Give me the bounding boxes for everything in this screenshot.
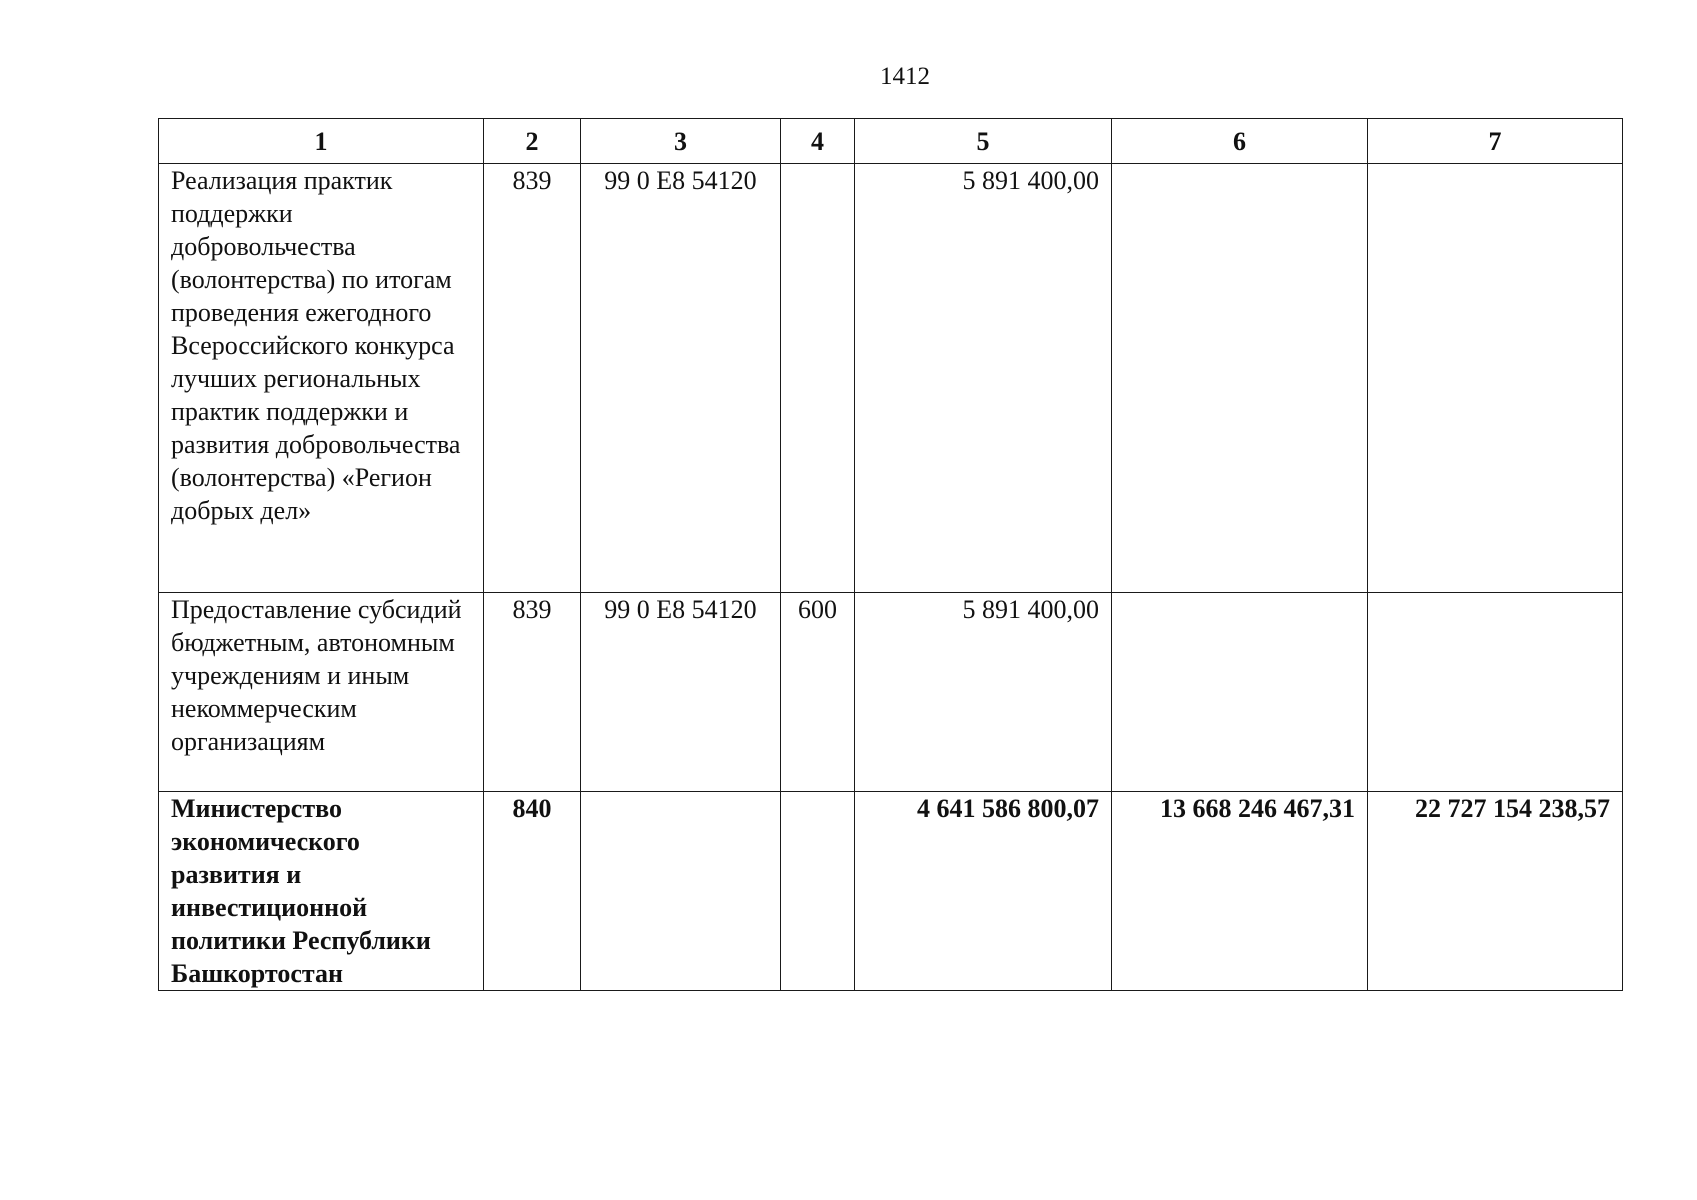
row-expense-type-cell xyxy=(781,792,855,991)
row-amount-cell-6 xyxy=(1112,164,1368,593)
row-name-cell: Предоставление субсидий бюджетным, автономным учреждениям и иным некоммерческим организациям xyxy=(159,593,484,792)
row-code-cell: 839 xyxy=(484,593,581,792)
row-expense-type-cell: 600 xyxy=(781,593,855,792)
row-expense-type-cell xyxy=(781,164,855,593)
row-amount-cell-6 xyxy=(1112,593,1368,792)
column-header-5: 5 xyxy=(855,119,1112,164)
row-name-cell: Реализация практик поддержки добровольчества (волонтерства) по итогам проведения ежегодного Всероссийского конкурса лучших региональных практик поддержки и развития добровольчества (волонтерства) «Регион добрых дел» xyxy=(159,164,484,593)
column-header-4: 4 xyxy=(781,119,855,164)
table-row xyxy=(159,593,1623,792)
column-header-7: 7 xyxy=(1368,119,1623,164)
row-target-code-cell: 99 0 E8 54120 xyxy=(581,593,781,792)
table-row xyxy=(159,792,1623,991)
table-row xyxy=(159,164,1623,593)
budget-table xyxy=(158,118,1623,991)
row-amount-cell-5: 5 891 400,00 xyxy=(855,593,1112,792)
row-amount-cell-5: 5 891 400,00 xyxy=(855,164,1112,593)
row-name-cell: Министерство экономического развития и инвестиционной политики Республики Башкортостан xyxy=(159,792,484,991)
row-code-cell: 840 xyxy=(484,792,581,991)
column-header-1: 1 xyxy=(159,119,484,164)
row-amount-cell-7 xyxy=(1368,164,1623,593)
row-amount-cell-7: 22 727 154 238,57 xyxy=(1368,792,1623,991)
row-amount-cell-6: 13 668 246 467,31 xyxy=(1112,792,1368,991)
row-target-code-cell: 99 0 E8 54120 xyxy=(581,164,781,593)
row-amount-cell-7 xyxy=(1368,593,1623,792)
row-amount-cell-5: 4 641 586 800,07 xyxy=(855,792,1112,991)
column-header-6: 6 xyxy=(1112,119,1368,164)
row-code-cell: 839 xyxy=(484,164,581,593)
table-header-row xyxy=(159,119,1623,164)
page-number: 1412 xyxy=(880,63,930,90)
column-header-2: 2 xyxy=(484,119,581,164)
column-header-3: 3 xyxy=(581,119,781,164)
row-target-code-cell xyxy=(581,792,781,991)
